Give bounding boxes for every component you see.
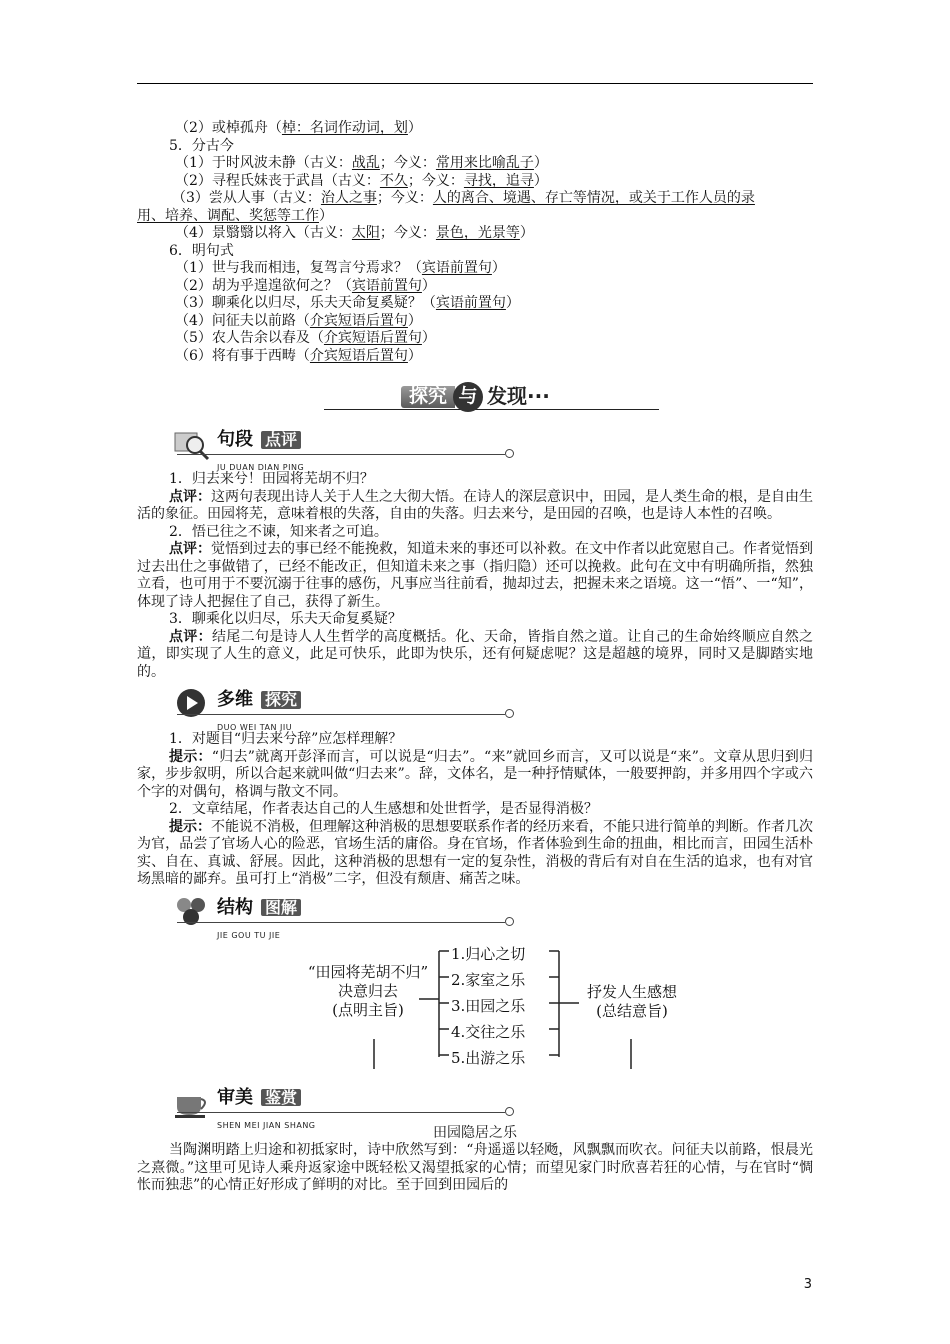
- sec3-pinyin: JIE GOU TU JIE: [217, 930, 281, 940]
- sec2-title-box: 探究: [261, 691, 301, 709]
- play-icon: [171, 687, 211, 721]
- s1-c2: 点评：觉悟到过去的事已经不能挽救，知道未来的事还可以补救。在文中作者以此宽慰自己。作者觉悟到过去出仕之事做错了，已经不能改正，但知道未来之事（指归隐）还可以挽救。此句在文中有明确所指，然独立看，也可用于不要沉溺于往事的感伤，凡事应当往前看，抛却过去，把握未来之语境。这一“悟”、一“知”，体现了诗人把握住了自己，获得了新生。: [137, 541, 813, 610]
- diagram-item: 1.归心之切: [451, 944, 526, 963]
- explore-banner: [137, 377, 813, 421]
- diagram-item: 3.田园之乐: [451, 996, 526, 1015]
- syntax-2: （2）胡为乎遑遑欲何之？（宾语前置句）: [175, 277, 436, 294]
- diagram-left: “田园将芜胡不归” 决意归去 (点明主旨): [307, 962, 429, 1019]
- s1-q3: 3．聊乘化以归尽，乐夫天命复奚疑？: [169, 611, 402, 627]
- line-gujin-3a: （3）尝从人事（古义：治人之事；今义：人的离合、境遇、存亡等情况，或关于工作人员的录: [172, 190, 755, 206]
- s2-q2: 2．文章结尾，作者表达自己的人生感想和处世哲学，是否显得消极？: [169, 801, 598, 817]
- sec3-title: 结构: [217, 896, 253, 918]
- s1-c1: 点评：这两句表现出诗人关于人生之大彻大悟。在诗人的深层意识中，田园，是人类生命的根，是自由生活的象征。田园将芜，意味着根的失落，自由的失落。归去来兮，是田园的召唤，也是诗人本性的召唤。: [137, 488, 813, 522]
- diagram-right: 抒发人生感想 (总结意旨): [586, 982, 677, 1020]
- banner-left: 探究: [401, 386, 455, 408]
- sec3-title-box: 图解: [261, 899, 301, 917]
- syntax-5: （5）农人告余以春及（介宾短语后置句）: [175, 330, 436, 346]
- banner-right: 发现···: [487, 384, 550, 409]
- line-zhao: （2）或棹孤舟（棹：名词作动词，划）: [175, 120, 422, 136]
- header-rule: [137, 83, 813, 84]
- diagram-items: [451, 941, 551, 1071]
- people-icon: [171, 895, 211, 929]
- syntax-3: （3）聊乘化以归尽，乐夫天命复奚疑？（宾语前置句）: [175, 295, 520, 311]
- diagram-item: 4.交往之乐: [451, 1022, 526, 1041]
- section-header-aesthetic: [137, 1085, 813, 1129]
- heading-gujin: 5．分古今: [169, 137, 234, 154]
- s1-c3: 点评：结尾二句是诗人人生哲学的高度概括。化、天命，皆指自然之道。让自己的生命始终顺应自然之道，即实现了人生的意义，此足可快乐，此即为快乐，还有何疑虑呢？这是超越的境界，同时又是脚踏实地的。: [137, 628, 814, 680]
- page-content: [137, 120, 813, 1195]
- sec2-pinyin: DUO WEI TAN JIU: [217, 723, 293, 732]
- s2-h2: 提示：不能说不消极，但理解这种消极的思想要联系作者的经历来看，不能只进行简单的判断。作者几次为官，品尝了官场人心的险恶，官场生活的庸俗。身在官场，作者体验到生命的扭曲，相比而言，田园生活朴实、自在、真诚、舒展。因此，这种消极的思想有一定的复杂性，消极的背后有对自在生活的追求，也有对官场黑暗的鄙弃。虽可打上“消极”二字，但没有颓唐、痛苦之味。: [137, 818, 813, 887]
- heading-syntax: 6．明句式: [169, 242, 234, 259]
- sec4-title-box: 鉴赏: [261, 1089, 301, 1107]
- s2-h1: 提示：“归去”就离开彭泽而言，可以说是“归去”。“来”就回乡而言，又可以说是“来”。文章从思归到归家，步步叙明，所以合起来就叫做“归去来”。辞，文体名，是一种抒情赋体，一般要押韵，并多用四个字或六个字的对偶句，格调与散文不同。: [137, 748, 813, 800]
- diagram-item: 5.出游之乐: [451, 1048, 526, 1067]
- sec1-title-box: 点评: [261, 431, 301, 449]
- sec1-pinyin: JU DUAN DIAN PING: [217, 463, 305, 472]
- s1-q2: 2．悟已往之不谏，知来者之可追。: [169, 523, 388, 540]
- sec2-title: 多维: [217, 689, 253, 710]
- syntax-1: （1）世与我而相违，复驾言兮焉求？（宾语前置句）: [175, 260, 506, 276]
- section-header-explore: [137, 687, 813, 731]
- magnifier-icon: [171, 427, 211, 461]
- line-gujin-4: （4）景翳翳以将入（古义：太阳；今义：景色，光景等）: [175, 225, 534, 241]
- section-header-structure: [137, 895, 813, 939]
- banner-mid: 与: [453, 382, 483, 412]
- syntax-4: （4）问征夫以前路（介宾短语后置句）: [175, 312, 422, 329]
- line-gujin-1: （1）于时风波未静（古义：战乱；今义：常用来比喻乱子）: [175, 155, 548, 171]
- diagram-item: 2.家室之乐: [451, 970, 526, 989]
- syntax-6: （6）将有事于西畴（介宾短语后置句）: [175, 347, 422, 364]
- section-header-comment: [137, 427, 813, 471]
- structure-diagram: [137, 939, 813, 1069]
- line-gujin-2: （2）寻程氏妹丧于武昌（古义：不久；今义：寻找，追寻）: [175, 172, 548, 189]
- sec4-title: 审美: [217, 1086, 253, 1108]
- cup-icon: [171, 1085, 211, 1119]
- s2-q1: 1．对题目“归去来兮辞”应怎样理解？: [169, 731, 403, 747]
- s4-paragraph: 当陶渊明踏上归途和初抵家时，诗中欣然写到：“舟遥遥以轻飏，风飘飘而吹衣。问征夫以前路，恨晨光之熹微。”这里可见诗人乘舟返家途中既轻松又渴望抵家的心情；而望见家门时欣喜若狂的心情，与在官时“惆怅而独悲”的心情正好形成了鲜明的对比。至于回到田园后的: [137, 1142, 813, 1193]
- sec1-title: 句段: [217, 429, 253, 450]
- page-number: 3: [803, 1277, 812, 1292]
- sec4-pinyin: SHEN MEI JIAN SHANG: [217, 1120, 316, 1130]
- line-gujin-3b: 用、培养、调配、奖惩等工作）: [137, 207, 333, 224]
- s1-q1: 1．归去来兮！田园将芜胡不归？: [169, 471, 374, 487]
- s4-title: 田园隐居之乐: [433, 1124, 517, 1141]
